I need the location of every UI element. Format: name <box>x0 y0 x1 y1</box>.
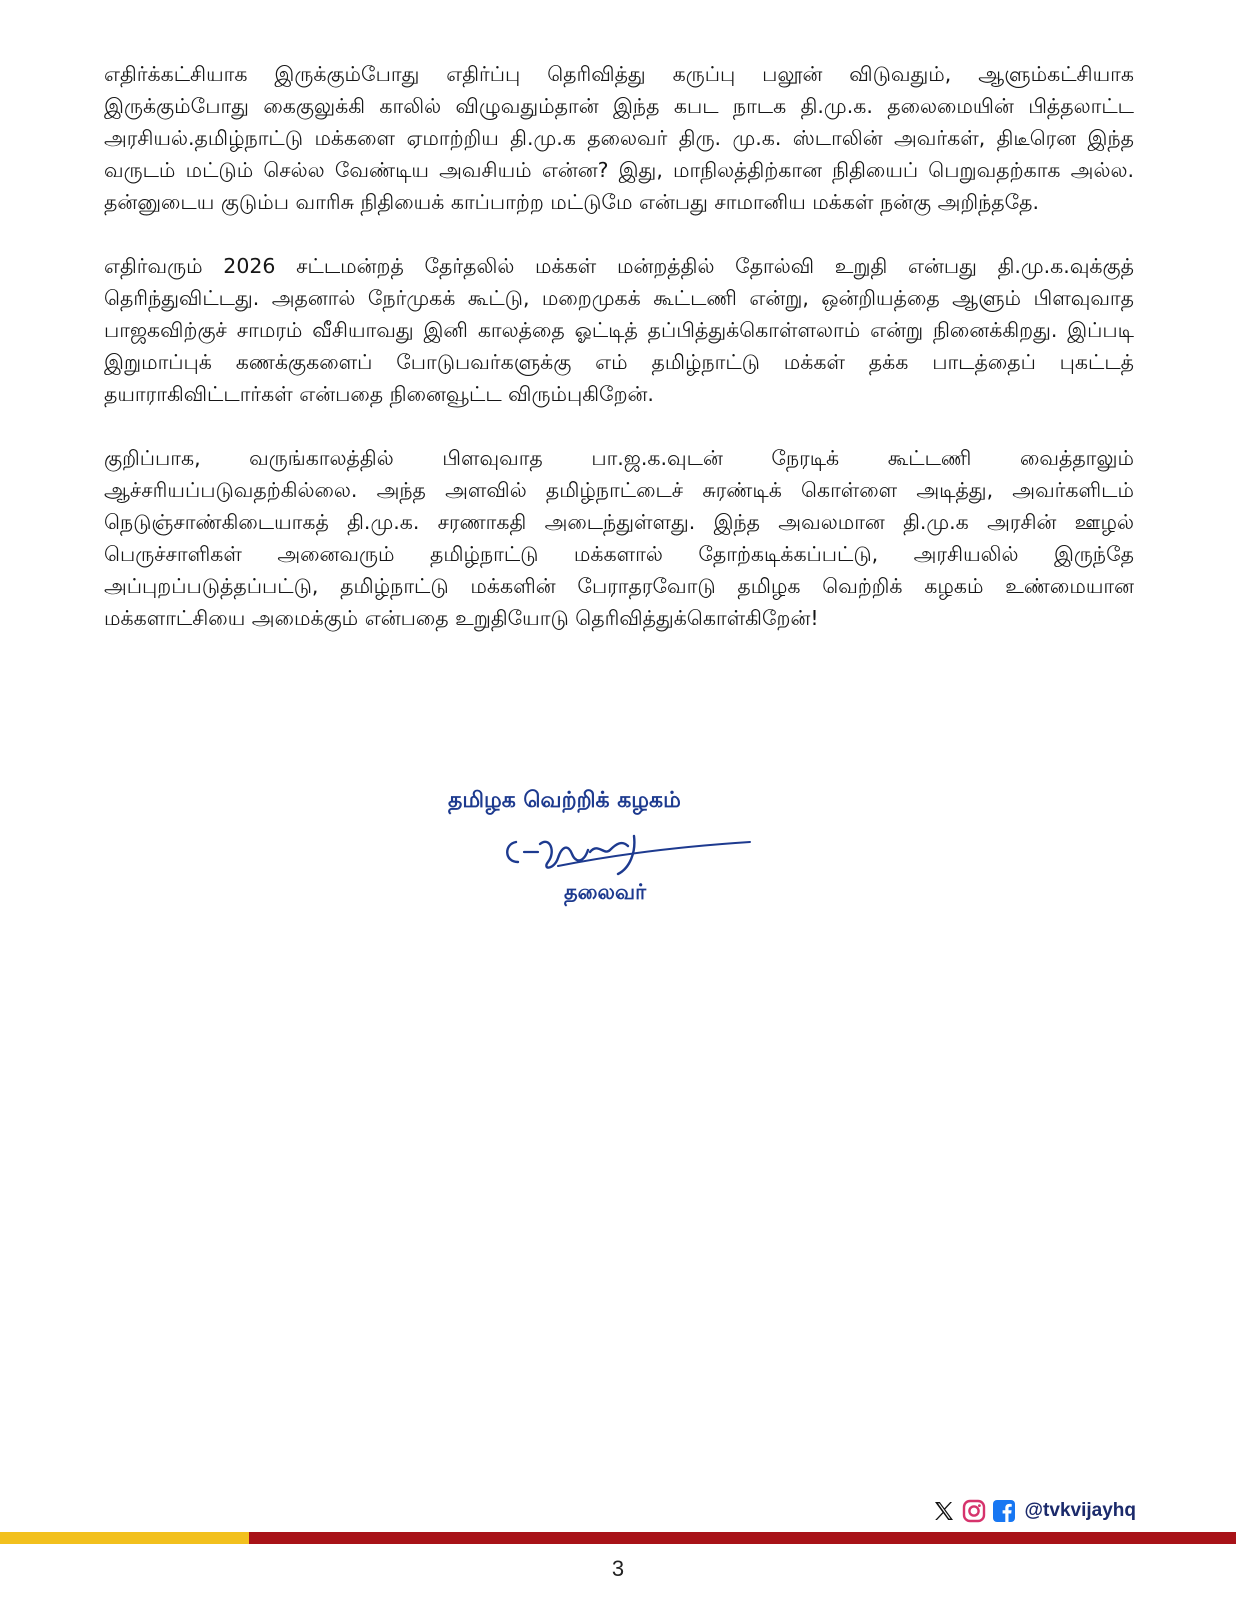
signature-block <box>418 788 818 918</box>
page-number: 3 <box>611 1556 625 1581</box>
handwritten-signature <box>498 822 758 882</box>
paragraph-1: எதிர்க்கட்சியாக இருக்கும்போது எதிர்ப்பு தெரிவித்து கருப்பு பலூன் விடுவதும், ஆளும்கட்சியாக இருக்கும்போது கைகுலுக்கி காலில் விழுவதும்தான் இந்த கபட நாடக தி.மு.க. தலைமையின் பித்தலாட்ட அரசியல்.தமிழ்நாட்டு மக்களை ஏமாற்றிய தி.மு.க தலைவர் திரு. மு.க. ஸ்டாலின் அவர்கள், திடீரென இந்த வருடம் மட்டும் செல்ல வேண்டிய அவசியம் என்ன? இது, மாநிலத்திற்கான நிதியைப் பெறுவதற்காக அல்ல. தன்னுடைய குடும்ப வாரிசு நிதியைக் காப்பாற்ற மட்டுமே என்பது சாமானிய மக்கள் நன்கு அறிந்ததே. <box>104 62 1134 214</box>
paragraph-2: எதிர்வரும் 2026 சட்டமன்றத் தேர்தலில் மக்கள் மன்றத்தில் தோல்வி உறுதி என்பது தி.மு.க.வுக்குத் தெரிந்துவிட்டது. அதனால் நேர்முகக் கூட்டு, மறைமுகக் கூட்டணி என்று, ஒன்றியத்தை ஆளும் பிளவுவாத பாஜகவிற்குச் சாமரம் வீசியாவது இனி காலத்தை ஓட்டித் தப்பித்துக்கொள்ளலாம் என்று நினைக்கிறது. இப்படி இறுமாப்புக் கணக்குகளைப் போடுபவர்களுக்கு எம் தமிழ்நாட்டு மக்கள் தக்க பாடத்தைப் புகட்டத் தயாராகிவிட்டார்கள் என்பதை நினைவூட்ட விரும்புகிறேன். <box>104 254 1134 406</box>
instagram-icon[interactable] <box>961 1498 987 1524</box>
footer-color-bar <box>0 1532 1236 1544</box>
signature-organization: தமிழக வெற்றிக் கழகம் <box>448 788 681 813</box>
facebook-icon[interactable] <box>991 1498 1017 1524</box>
footer-bar-yellow <box>0 1532 249 1544</box>
paragraph-3: குறிப்பாக, வருங்காலத்தில் பிளவுவாத பா.ஜ.க.வுடன் நேரடிக் கூட்டணி வைத்தாலும் ஆச்சரியப்படுவதற்கில்லை. அந்த அளவில் தமிழ்நாட்டைச் சுரண்டிக் கொள்ளை அடித்து, அவர்களிடம் நெடுஞ்சாண்கிடையாகத் தி.மு.க. சரணாகதி அடைந்துள்ளது. இந்த அவலமான தி.மு.க அரசின் ஊழல் பெருச்சாளிகள் அனைவரும் தமிழ்நாட்டு மக்களால் தோற்கடிக்கப்பட்டு, அரசியலில் இருந்தே அப்புறப்படுத்தப்பட்டு, தமிழ்நாட்டு மக்களின் பேராதரவோடு தமிழக வெற்றிக் கழகம் உண்மையான மக்களாட்சியை அமைக்கும் என்பதை உறுதியோடு தெரிவித்துக்கொள்கிறேன்! <box>104 446 1134 630</box>
x-icon[interactable] <box>931 1498 957 1524</box>
footer-bar-red <box>249 1532 1236 1544</box>
letter-body <box>104 58 1134 666</box>
social-handle[interactable]: @tvkvijayhq <box>1024 1500 1136 1521</box>
signature-title: தலைவர் <box>564 880 647 904</box>
social-links <box>931 1496 1136 1526</box>
